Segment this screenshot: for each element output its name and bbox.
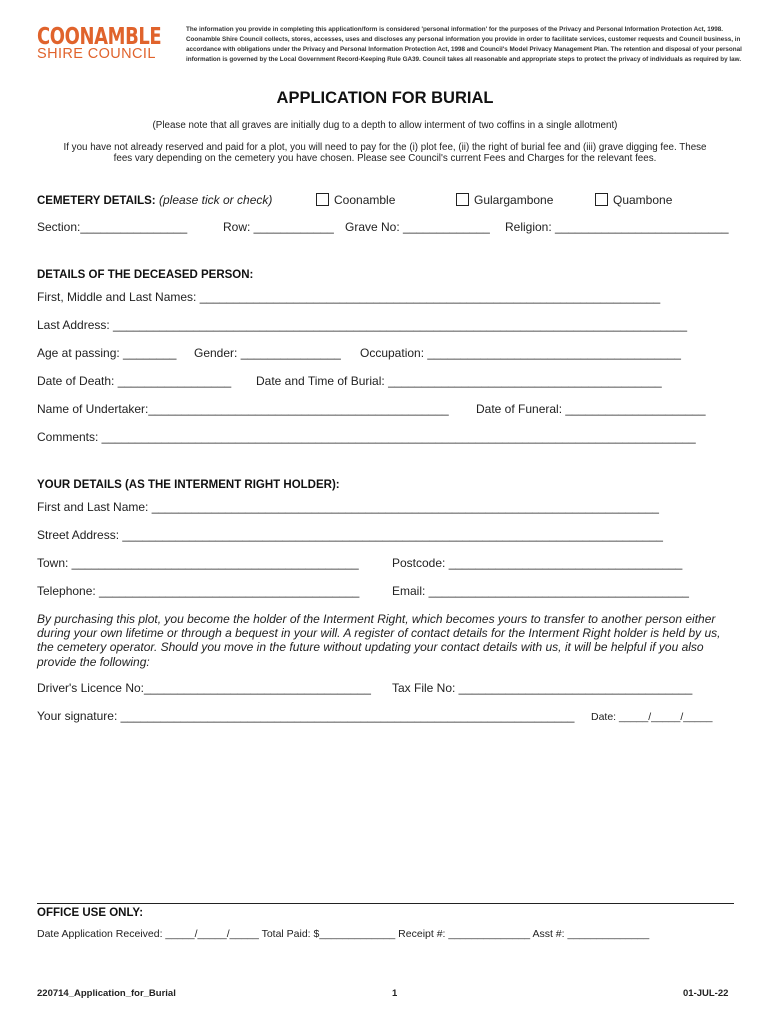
date-of-death-field[interactable]: Date of Death: _________________ (37, 374, 232, 388)
office-heading: OFFICE USE ONLY: (37, 907, 144, 919)
checkbox-label: Coonamble (334, 193, 396, 207)
signature-date-field[interactable]: Date: _____/_____/_____ (591, 711, 713, 723)
fees-note-line1: If you have not already reserved and paid for a plot, you will need to pay for the (i) plot fee, (ii) the right of burial fee and (iii) grave digging fee. These (63, 142, 707, 153)
dig-depth-note: (Please note that all graves are initially dug to a depth to allow interment of two coffins in a single allotment) (152, 120, 618, 131)
checkbox-box[interactable] (316, 193, 329, 206)
drivers-licence-field[interactable]: Driver's Licence No:__________________________________ (37, 681, 371, 695)
date-of-funeral-field[interactable]: Date of Funeral: _____________________ (476, 402, 706, 416)
street-address-field[interactable]: Street Address: _________________________________________________________________________________ (37, 528, 663, 542)
grave-no-field[interactable]: Grave No: _____________ (345, 220, 490, 234)
tax-file-field[interactable]: Tax File No: ___________________________________ (392, 681, 693, 695)
signature-field[interactable]: Your signature: ____________________________________________________________________ (37, 709, 575, 723)
age-field[interactable]: Age at passing: ________ (37, 346, 177, 360)
checkbox-label: Quambone (613, 193, 673, 207)
cemetery-heading-note: (please tick or check) (158, 193, 273, 207)
gender-field[interactable]: Gender: _______________ (194, 346, 341, 360)
cemetery-heading: CEMETERY DETAILS: (37, 195, 156, 207)
undertaker-field[interactable]: Name of Undertaker:_____________________________________________ (37, 402, 449, 416)
deceased-heading: DETAILS OF THE DECEASED PERSON: (37, 269, 254, 281)
comments-field[interactable]: Comments: _________________________________________________________________________________________ (37, 430, 696, 444)
cemetery-heading-row (37, 193, 272, 209)
office-use-fields[interactable]: Date Application Received: _____/_____/_____ Total Paid: $_____________ Receipt #: ______________ Asst #: ______________ (37, 928, 650, 940)
postcode-field[interactable]: Postcode: ___________________________________ (392, 556, 683, 570)
telephone-field[interactable]: Telephone: _______________________________________ (37, 584, 360, 598)
deceased-names-field[interactable]: First, Middle and Last Names: _____________________________________________________________________ (37, 290, 661, 304)
town-field[interactable]: Town: ___________________________________________ (37, 556, 359, 570)
privacy-notice: The information you provide in completing this application/form is considered 'personal information' for the purposes of the Privacy and Personal Information Protection Act, 1998. Coonamble Shire Council collects, stores, accesses, uses and discloses any personal information you provide in order to facilitate services, customer requests and Council business, in accordance with obligations under the Privacy and Personal Information Protection Act, 1998 and Council's Model Privacy Management Plan. The retention and disposal of your personal information is governed by the Local Government Record-Keeping Rule GA39. Council takes all reasonable and appropriate steps to protect the privacy of individuals as required by law. (186, 26, 742, 63)
checkbox-coonamble[interactable] (316, 193, 395, 208)
form-title: APPLICATION FOR BURIAL (276, 89, 494, 107)
interment-right-paragraph: By purchasing this plot, you become the holder of the Interment Right, which becomes yours to transfer to another person either during your own lifetime or through a bequest in your will. A register of contact details for the Interment Right holder is held by us, the cemetery operator. Should you move in the future without updating your contact details with us, it will be helpful if you also provide the following: (37, 612, 721, 669)
row-field[interactable]: Row: ____________ (223, 220, 334, 234)
checkbox-label: Gulargambone (474, 193, 554, 207)
checkbox-quambone[interactable] (595, 193, 672, 208)
council-logo-subtitle: SHIRE COUNCIL (37, 46, 156, 62)
religion-field[interactable]: Religion: __________________________ (505, 220, 729, 234)
office-divider (37, 903, 734, 904)
checkbox-box[interactable] (595, 193, 608, 206)
council-logo-wordmark: COONAMBLE (37, 24, 162, 50)
occupation-field[interactable]: Occupation: ______________________________________ (360, 346, 681, 360)
fees-note-line2: fees vary depending on the cemetery you have chosen. Please see Council's current Fees and Charges for the relevant fees. (113, 153, 657, 164)
footer-page-number: 1 (392, 988, 398, 999)
checkbox-box[interactable] (456, 193, 469, 206)
last-address-field[interactable]: Last Address: ______________________________________________________________________________________ (37, 318, 687, 332)
section-field[interactable]: Section:________________ (37, 220, 188, 234)
holder-name-field[interactable]: First and Last Name: ____________________________________________________________________________ (37, 500, 659, 514)
email-field[interactable]: Email: _______________________________________ (392, 584, 689, 598)
checkbox-gulargambone[interactable] (456, 193, 553, 208)
footer-doc-code: 220714_Application_for_Burial (37, 988, 176, 999)
holder-heading: YOUR DETAILS (AS THE INTERMENT RIGHT HOLDER): (37, 479, 340, 491)
footer-date: 01-JUL-22 (683, 988, 729, 999)
date-of-burial-field[interactable]: Date and Time of Burial: _________________________________________ (256, 374, 662, 388)
